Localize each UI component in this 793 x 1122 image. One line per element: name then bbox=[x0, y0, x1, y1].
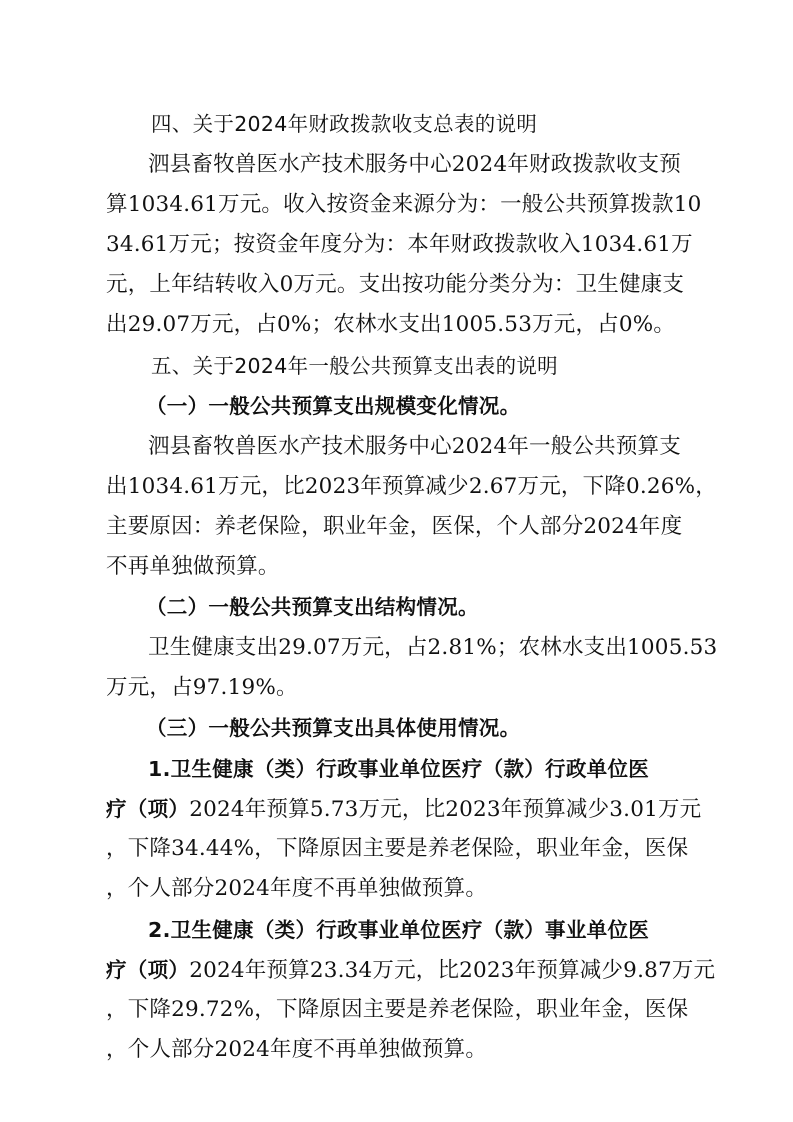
section-4-heading: 四、关于2024年财政拨款收支总表的说明 bbox=[151, 112, 538, 136]
paragraph-line: 泗县畜牧兽医水产技术服务中心2024年财政拨款收支预 bbox=[148, 152, 681, 177]
paragraph-line: ，个人部分2024年度不再单独做预算。 bbox=[106, 1037, 488, 1062]
item-2-title-line: 2.卫生健康（类）行政事业单位医疗（款）事业单位医 bbox=[148, 918, 650, 942]
paragraph-line: 卫生健康支出29.07万元，占2.81%；农林水支出1005.53 bbox=[148, 635, 718, 660]
paragraph-line: ，下降34.44%，下降原因主要是养老保险，职业年金，医保 bbox=[106, 836, 689, 861]
paragraph-line: ，个人部分2024年度不再单独做预算。 bbox=[106, 876, 488, 901]
paragraph-line: 出29.07万元，占0%；农林水支出1005.53万元，占0%。 bbox=[106, 312, 676, 337]
item-1-first-line-text: 2024年预算5.73万元，比2023年预算减少3.01万元 bbox=[189, 797, 702, 822]
item-2-bold-prefix: 疗（项） bbox=[106, 958, 190, 982]
paragraph-line: 泗县畜牧兽医水产技术服务中心2024年一般公共预算支 bbox=[148, 434, 681, 459]
item-2-first-line bbox=[106, 954, 715, 987]
paragraph-line: 不再单独做预算。 bbox=[106, 554, 280, 579]
item-1-first-line bbox=[106, 793, 701, 826]
paragraph-line: 万元，占97.19%。 bbox=[106, 675, 298, 700]
subsection-2-heading: （二）一般公共预算支出结构情况。 bbox=[146, 595, 479, 619]
paragraph-line: ，下降29.72%，下降原因主要是养老保险，职业年金，医保 bbox=[106, 997, 689, 1022]
item-1-bold-prefix: 疗（项） bbox=[106, 797, 190, 821]
paragraph-line: 34.61万元；按资金年度分为：本年财政拨款收入1034.61万 bbox=[106, 232, 693, 257]
paragraph-line: 算1034.61万元。收入按资金来源分为：一般公共预算拨款10 bbox=[106, 192, 702, 217]
subsection-3-heading: （三）一般公共预算支出具体使用情况。 bbox=[146, 716, 521, 740]
paragraph-line: 元，上年结转收入0万元。支出按功能分类分为：卫生健康支 bbox=[106, 272, 685, 297]
paragraph-line: 出1034.61万元，比2023年预算减少2.67万元，下降0.26%， bbox=[106, 474, 717, 499]
item-1-title-line: 1.卫生健康（类）行政事业单位医疗（款）行政单位医 bbox=[148, 757, 650, 781]
item-2-first-line-text: 2024年预算23.34万元，比2023年预算减少9.87万元 bbox=[189, 958, 716, 983]
subsection-1-heading: （一）一般公共预算支出规模变化情况。 bbox=[146, 394, 521, 418]
paragraph-line: 主要原因：养老保险，职业年金，医保，个人部分2024年度 bbox=[106, 514, 683, 539]
section-5-heading: 五、关于2024年一般公共预算支出表的说明 bbox=[151, 354, 558, 378]
